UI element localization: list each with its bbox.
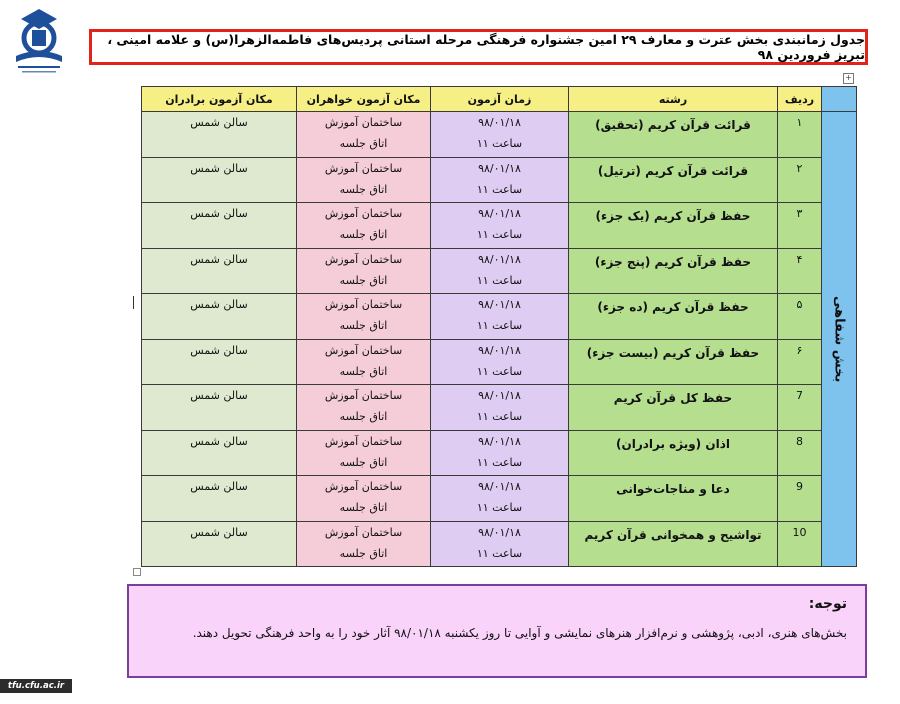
row-number: 8 — [778, 430, 822, 476]
exam-date: ۹۸/۰۱/۱۸ — [478, 252, 521, 266]
sisters-place-room: اتاق جلسه — [339, 228, 388, 241]
field-name: دعا و مناجات‌خوانی — [569, 476, 778, 522]
table-row — [142, 385, 857, 431]
field-name: حفظ قرآن کریم (ده جزء) — [569, 294, 778, 340]
sisters-place — [297, 430, 431, 476]
table-row — [142, 248, 857, 294]
row-number: ۲ — [778, 157, 822, 203]
field-name: حفظ قرآن کریم (بیست جزء) — [569, 339, 778, 385]
sisters-place-building: ساختمان آموزش — [324, 161, 403, 175]
exam-hour: ساعت ۱۱ — [476, 501, 523, 514]
table-move-handle-icon[interactable]: + — [843, 73, 854, 84]
sisters-place-building: ساختمان آموزش — [324, 298, 403, 311]
exam-time — [431, 248, 569, 294]
row-number: ۴ — [778, 248, 822, 294]
sisters-place-room: اتاق جلسه — [339, 182, 388, 196]
table-resize-handle[interactable] — [133, 568, 141, 576]
header-sisters-place: مکان آزمون خواهران — [297, 87, 431, 112]
exam-date: ۹۸/۰۱/۱۸ — [478, 525, 521, 539]
text-cursor — [133, 296, 134, 309]
brothers-place: سالن شمس — [142, 203, 297, 249]
exam-hour: ساعت ۱۱ — [476, 410, 523, 423]
exam-time — [431, 294, 569, 340]
sisters-place — [297, 385, 431, 431]
exam-hour: ساعت ۱۱ — [476, 273, 523, 287]
sisters-place-building: ساختمان آموزش — [324, 525, 403, 539]
table-row — [142, 294, 857, 340]
header-exam-time: زمان آزمون — [431, 87, 569, 112]
table-row — [142, 476, 857, 522]
sisters-place-building: ساختمان آموزش — [324, 207, 403, 220]
brothers-place: سالن شمس — [142, 430, 297, 476]
footer-site-badge[interactable]: tfu.cfu.ac.ir — [0, 679, 72, 693]
exam-time — [431, 385, 569, 431]
row-number: ۶ — [778, 339, 822, 385]
row-number: 7 — [778, 385, 822, 431]
table-header-row — [142, 87, 857, 112]
sisters-place-building: ساختمان آموزش — [324, 252, 403, 266]
sisters-place-room: اتاق جلسه — [339, 501, 388, 514]
row-number: ۵ — [778, 294, 822, 340]
header-field: رشته — [569, 87, 778, 112]
exam-time — [431, 112, 569, 158]
exam-hour: ساعت ۱۱ — [476, 364, 523, 378]
table-row — [142, 203, 857, 249]
field-name: تواشیح و همخوانی قرآن کریم — [569, 521, 778, 567]
sisters-place-room: اتاق جلسه — [339, 137, 388, 150]
corner-cell — [822, 87, 857, 112]
title-box — [89, 29, 868, 65]
sisters-place-room: اتاق جلسه — [339, 455, 388, 469]
row-number: ۳ — [778, 203, 822, 249]
sisters-place-room: اتاق جلسه — [339, 410, 388, 423]
table-row — [142, 157, 857, 203]
exam-time — [431, 339, 569, 385]
table-row — [142, 430, 857, 476]
exam-date: ۹۸/۰۱/۱۸ — [478, 434, 521, 448]
exam-date: ۹۸/۰۱/۱۸ — [478, 343, 521, 357]
brothers-place: سالن شمس — [142, 248, 297, 294]
sisters-place-building: ساختمان آموزش — [324, 343, 403, 357]
exam-time — [431, 521, 569, 567]
schedule-table — [141, 86, 857, 567]
sisters-place-building: ساختمان آموزش — [324, 480, 403, 493]
sisters-place — [297, 157, 431, 203]
exam-time — [431, 157, 569, 203]
field-name: اذان (ویژه برادران) — [569, 430, 778, 476]
sisters-place-building: ساختمان آموزش — [324, 116, 403, 129]
exam-date: ۹۸/۰۱/۱۸ — [478, 207, 521, 220]
brothers-place: سالن شمس — [142, 294, 297, 340]
note-title: توجه: — [808, 596, 847, 612]
university-logo — [8, 6, 70, 78]
exam-date: ۹۸/۰۱/۱۸ — [478, 116, 521, 129]
exam-time — [431, 476, 569, 522]
sisters-place-room: اتاق جلسه — [339, 273, 388, 287]
field-name: حفظ قرآن کریم (یک جزء) — [569, 203, 778, 249]
table-row — [142, 521, 857, 567]
sisters-place-room: اتاق جلسه — [339, 364, 388, 378]
sisters-place-building: ساختمان آموزش — [324, 434, 403, 448]
field-name: قرائت قرآن کریم (تحقیق) — [569, 112, 778, 158]
sisters-place-room: اتاق جلسه — [339, 319, 388, 332]
note-text: بخش‌های هنری، ادبی، پژوهشی و نرم‌افزار هنرهای نمایشی و آوایی تا روز یکشنبه ۹۸/۰۱/۱۸ آثار خود را به واحد فرهنگی تحویل دهند. — [192, 626, 847, 640]
brothers-place: سالن شمس — [142, 476, 297, 522]
sisters-place — [297, 339, 431, 385]
brothers-place: سالن شمس — [142, 385, 297, 431]
page-title: جدول زمانبندی بخش عترت و معارف ۲۹ امین جشنواره فرهنگی مرحله استانی پردیس‌های فاطمه‌الزهرا(س) و علامه امینی ، تبریز فروردین ۹۸ — [107, 32, 865, 62]
sisters-place — [297, 112, 431, 158]
row-number: ۱ — [778, 112, 822, 158]
sisters-place — [297, 294, 431, 340]
sisters-place — [297, 203, 431, 249]
sisters-place — [297, 248, 431, 294]
exam-hour: ساعت ۱۱ — [476, 546, 523, 560]
row-number: 9 — [778, 476, 822, 522]
exam-date: ۹۸/۰۱/۱۸ — [478, 389, 521, 402]
brothers-place: سالن شمس — [142, 521, 297, 567]
sisters-place — [297, 476, 431, 522]
row-number: 10 — [778, 521, 822, 567]
brothers-place: سالن شمس — [142, 339, 297, 385]
header-brothers-place: مکان آزمون برادران — [142, 87, 297, 112]
sisters-place-room: اتاق جلسه — [339, 546, 388, 560]
field-name: حفظ قرآن کریم (پنج جزء) — [569, 248, 778, 294]
exam-hour: ساعت ۱۱ — [476, 228, 523, 241]
field-name: حفظ کل قرآن کریم — [569, 385, 778, 431]
exam-date: ۹۸/۰۱/۱۸ — [478, 161, 521, 175]
header-row-number: ردیف — [778, 87, 822, 112]
exam-date: ۹۸/۰۱/۱۸ — [478, 480, 521, 493]
sisters-place — [297, 521, 431, 567]
brothers-place: سالن شمس — [142, 157, 297, 203]
exam-hour: ساعت ۱۱ — [476, 137, 523, 150]
exam-date: ۹۸/۰۱/۱۸ — [478, 298, 521, 311]
field-name: قرائت قرآن کریم (ترتیل) — [569, 157, 778, 203]
section-label: بخش شفاهی — [822, 112, 857, 567]
exam-hour: ساعت ۱۱ — [476, 319, 523, 332]
sisters-place-building: ساختمان آموزش — [324, 389, 403, 402]
table-row — [142, 339, 857, 385]
exam-hour: ساعت ۱۱ — [476, 182, 523, 196]
table-row — [142, 112, 857, 158]
exam-hour: ساعت ۱۱ — [476, 455, 523, 469]
note-box — [127, 584, 867, 678]
brothers-place: سالن شمس — [142, 112, 297, 158]
exam-time — [431, 203, 569, 249]
exam-time — [431, 430, 569, 476]
